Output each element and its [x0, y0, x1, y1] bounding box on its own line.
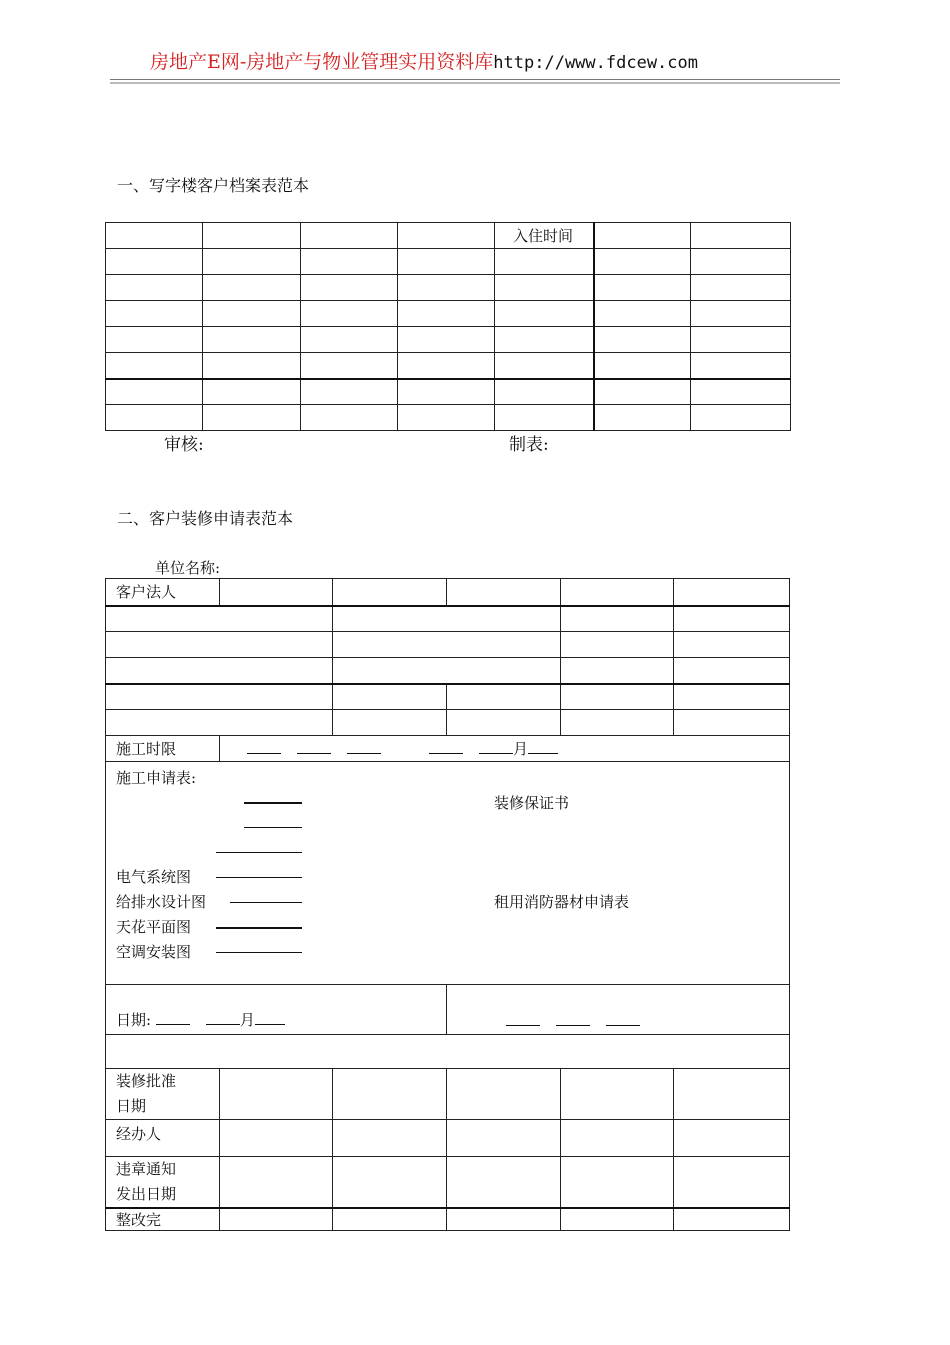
table-row [106, 379, 791, 405]
violation-label-line1: 违章通知 [116, 1160, 177, 1178]
table-row [106, 632, 790, 658]
blank-line [216, 927, 302, 929]
date-row [106, 985, 790, 1035]
date-month: 月 [239, 1011, 255, 1029]
ac-label: 空调安装图 [116, 943, 192, 961]
handler-label: 经办人 [106, 1120, 220, 1157]
table-row [106, 1035, 790, 1069]
application-documents-row [106, 762, 790, 985]
guarantee-label: 装修保证书 [494, 794, 570, 812]
page-header [150, 47, 698, 74]
maker-label: 制表: [509, 435, 549, 455]
header-brand: 房地产E网 [150, 51, 240, 73]
electrical-label: 电气系统图 [116, 868, 192, 886]
unit-name-label: 单位名称: [155, 559, 221, 577]
blank-line [216, 852, 302, 853]
table-row [106, 249, 791, 275]
tenant-archive-table [105, 222, 791, 431]
handler-row [106, 1120, 790, 1157]
ceiling-label: 天花平面图 [116, 918, 192, 936]
table-row [106, 353, 791, 379]
table-row [106, 658, 790, 684]
header-divider [110, 79, 840, 80]
table-row [106, 710, 790, 736]
approval-label-line1: 装修批准 [116, 1072, 177, 1090]
header-divider-shadow [110, 82, 840, 84]
blank-line [244, 827, 302, 828]
header-url[interactable]: http://www.fdcew.com [493, 53, 698, 73]
period-label: 施工时限 [106, 736, 220, 762]
rectification-row [106, 1208, 790, 1231]
period-month: 月 [513, 740, 529, 758]
blank-line [230, 902, 302, 903]
audit-label: 审核: [164, 435, 204, 455]
violation-notice-row [106, 1157, 790, 1209]
table-row [106, 327, 791, 353]
blank-line [244, 802, 302, 804]
approval-date-row [106, 1069, 790, 1120]
table-row [106, 223, 791, 249]
table-row [106, 606, 790, 632]
table-row [106, 275, 791, 301]
table-row [106, 301, 791, 327]
approval-label-line2: 日期 [116, 1097, 147, 1115]
legal-person-label: 客户法人 [106, 579, 220, 606]
table-row [106, 579, 790, 606]
section1-title: 一、写字楼客户档案表范本 [117, 176, 310, 195]
table-row [106, 684, 790, 710]
header-tagline: -房地产与物业管理实用资料库 [239, 51, 494, 73]
section2-title: 二、客户装修申请表范本 [117, 509, 294, 528]
blank-line [216, 952, 302, 953]
blank-line [216, 877, 302, 878]
date-label: 日期: [116, 1011, 152, 1029]
violation-label-line2: 发出日期 [116, 1185, 177, 1203]
renovation-application-table [105, 578, 790, 1231]
drainage-label: 给排水设计图 [116, 893, 207, 911]
move-in-time-header: 入住时间 [495, 223, 594, 249]
rectify-label: 整改完 [106, 1208, 220, 1231]
construction-period-row [106, 736, 790, 762]
table-row [106, 405, 791, 431]
apply-label: 施工申请表: [116, 769, 197, 787]
fire-equipment-label: 租用消防器材申请表 [494, 893, 630, 911]
